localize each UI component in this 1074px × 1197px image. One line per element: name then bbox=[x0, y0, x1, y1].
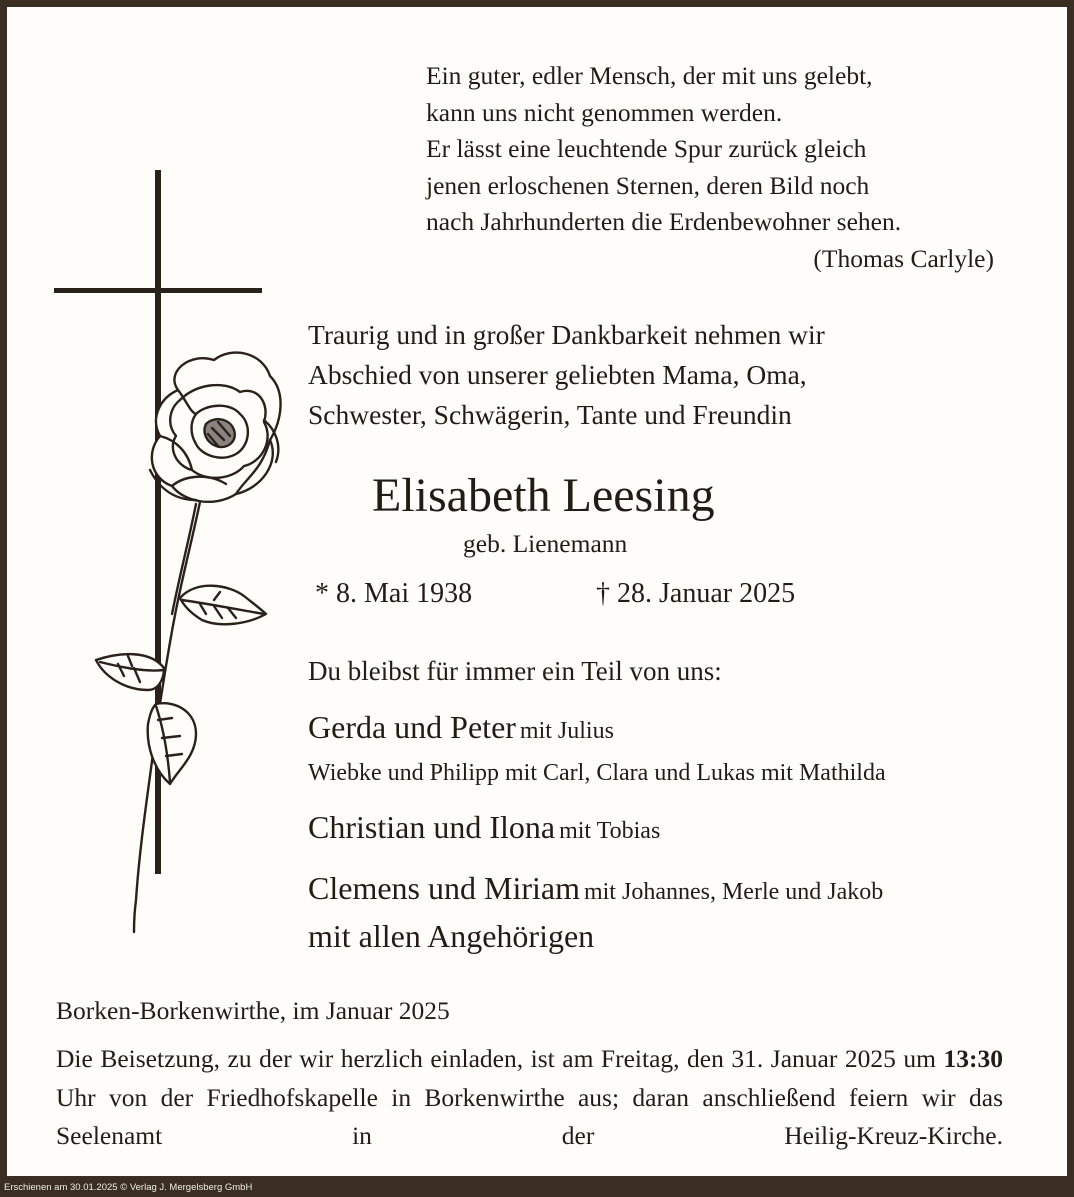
mourner-with: mit Johannes, Merle und Jakob bbox=[583, 879, 884, 905]
poem-line: Ein guter, edler Mensch, der mit uns gelebt, bbox=[426, 61, 873, 90]
place-date: Borken-Borkenwirthe, im Januar 2025 bbox=[56, 996, 450, 1025]
funeral-information bbox=[56, 1040, 1003, 1156]
maiden-name: geb. Lienemann bbox=[463, 529, 628, 558]
mourner-family bbox=[308, 706, 886, 755]
mourner-names: Gerda und Peter bbox=[308, 709, 516, 745]
poem-author: (Thomas Carlyle) bbox=[813, 243, 994, 273]
poem-line: jenen erloschenen Sternen, deren Bild noch bbox=[426, 170, 870, 200]
funeral-text-after: Uhr von der Friedhofskapelle in Borkenwirthe aus; daran anschließend feiern wir das Seelenamt in der Heilig-Kreuz-Kirche. bbox=[56, 1082, 1003, 1150]
mourner-family bbox=[308, 805, 886, 856]
funeral-time: 13:30 bbox=[943, 1044, 1003, 1073]
death-date: † 28. Januar 2025 bbox=[596, 578, 796, 609]
remembrance-line: Du bleibst für immer ein Teil von uns: bbox=[308, 656, 722, 686]
mourner-grandchildren: Wiebke und Philipp mit Carl, Clara und Lukas mit Mathilda bbox=[308, 760, 886, 786]
mourners-list bbox=[308, 706, 886, 917]
mourner-with: mit Julius bbox=[519, 718, 614, 744]
poem-line: nach Jahrhunderten die Erdenbewohner sehen. bbox=[426, 207, 902, 236]
intro-line: Schwester, Schwägerin, Tante und Freundin bbox=[308, 399, 792, 430]
intro-line: Traurig und in großer Dankbarkeit nehmen wir bbox=[308, 319, 825, 350]
birth-date: * 8. Mai 1938 bbox=[315, 578, 473, 609]
poem-line: Er lässt eine leuchtende Spur zurück gleich bbox=[426, 134, 867, 163]
intro-text bbox=[308, 315, 825, 435]
deceased-name: Elisabeth Leesing bbox=[372, 469, 715, 522]
mourner-names: Christian und Ilona bbox=[308, 809, 556, 845]
publication-footer: Erschienen am 30.01.2025 © Verlag J. Mergelsberg GmbH bbox=[0, 1178, 1074, 1197]
mourner-family bbox=[308, 866, 886, 917]
intro-line: Abschied von unserer geliebten Mama, Oma, bbox=[308, 359, 807, 390]
funeral-text-before: Die Beisetzung, zu der wir herzlich einladen, ist am Freitag, den 31. Januar 2025 um bbox=[56, 1044, 936, 1073]
rose-icon bbox=[96, 353, 281, 932]
poem-quote bbox=[426, 58, 994, 277]
poem-line: kann uns nicht genommen werden. bbox=[426, 97, 783, 127]
mourner-names: Clemens und Miriam bbox=[308, 870, 580, 906]
mourner-with: mit Tobias bbox=[559, 818, 661, 844]
closing-line: mit allen Angehörigen bbox=[308, 918, 595, 954]
